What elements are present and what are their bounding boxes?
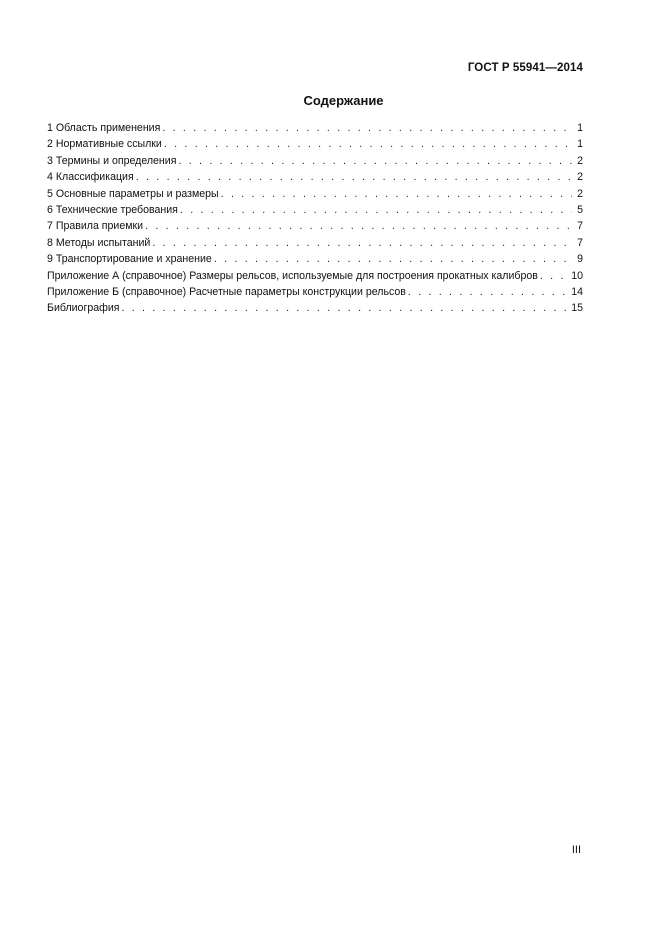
toc-entry-label: 4 Классификация <box>47 171 134 184</box>
toc-entry-page: 1 <box>577 122 583 134</box>
toc-leader-dots <box>214 251 572 267</box>
toc-leader-dots <box>164 136 572 152</box>
toc-entry-page: 2 <box>577 154 583 167</box>
toc-entry-label: Библиография <box>47 302 120 315</box>
toc-leader-dots <box>145 218 572 234</box>
toc-entry-page: 7 <box>577 220 583 233</box>
toc-entry-label: 3 Термины и определения <box>47 154 177 167</box>
toc-leader-dots <box>136 169 572 185</box>
toc-leader-dots <box>408 284 568 300</box>
page-number: III <box>571 844 581 856</box>
toc-entry[interactable] <box>47 300 583 316</box>
toc-leader-dots <box>221 186 572 202</box>
toc-entry-label: 8 Методы испытаний <box>47 236 151 249</box>
toc-entry-label: 7 Правила приемки <box>47 220 144 233</box>
toc-entry-label: 6 Технические требования <box>47 203 178 216</box>
toc-entry[interactable] <box>47 218 583 234</box>
toc-entry[interactable] <box>47 251 583 267</box>
toc-entry[interactable] <box>47 186 583 202</box>
toc-entry-label: 2 Нормативные ссылки <box>47 138 162 151</box>
toc-leader-dots <box>152 235 572 251</box>
toc-leader-dots <box>540 268 568 284</box>
toc-entry-page: 10 <box>571 269 583 282</box>
toc-leader-dots <box>180 202 572 218</box>
toc-entry[interactable] <box>47 284 583 300</box>
toc-entry-label: 1 Область применения <box>47 122 161 134</box>
toc-entry-page: 14 <box>571 285 583 298</box>
toc-entry-label: 9 Транспортирование и хранение <box>47 253 212 266</box>
toc-entry-label: Приложение Б (справочное) Расчетные параметры конструкции рельсов <box>47 285 406 298</box>
toc-entry[interactable] <box>47 120 583 136</box>
toc-entry-label: 5 Основные параметры и размеры <box>47 187 219 200</box>
toc-entry-page: 2 <box>577 187 583 200</box>
toc-leader-dots <box>121 300 568 316</box>
toc-entry-page: 9 <box>577 253 583 266</box>
toc-entry[interactable] <box>47 153 583 169</box>
toc-entry-page: 2 <box>577 171 583 184</box>
toc-entry[interactable] <box>47 169 583 185</box>
toc-entry-label: Приложение А (справочное) Размеры рельсов, используемые для построения прокатных калибров <box>47 269 538 282</box>
toc-entry[interactable] <box>47 235 583 251</box>
toc-title: Содержание <box>303 93 384 108</box>
toc-leader-dots <box>178 153 572 169</box>
document-code: ГОСТ Р 55941—2014 <box>467 62 583 74</box>
toc-entry[interactable] <box>47 268 583 284</box>
table-of-contents <box>47 120 583 317</box>
toc-entry-page: 5 <box>577 203 583 216</box>
toc-leader-dots <box>162 120 572 136</box>
toc-entry[interactable] <box>47 136 583 152</box>
toc-entry[interactable] <box>47 202 583 218</box>
toc-entry-page: 7 <box>577 236 583 249</box>
toc-entry-page: 1 <box>577 138 583 151</box>
toc-entry-page: 15 <box>571 302 583 315</box>
